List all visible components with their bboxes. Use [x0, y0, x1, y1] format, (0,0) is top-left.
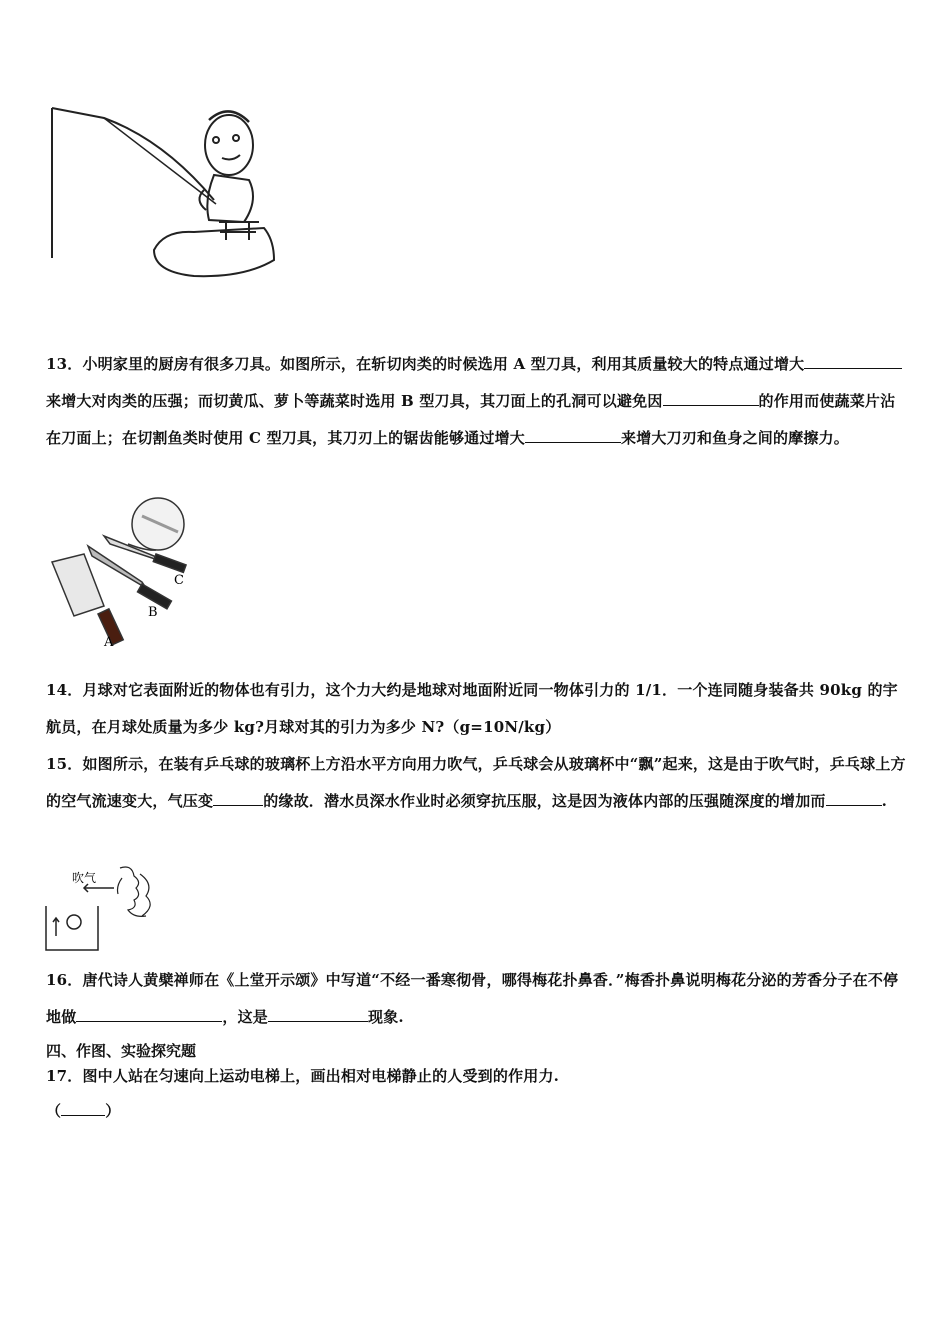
blow-air-figure	[42, 856, 162, 956]
q13-text-1: 13．小明家里的厨房有很多刀具。如图所示，在斩切肉类的时候选用 A 型刀具，利用其质量较大的特点通过增大	[46, 355, 805, 373]
q16-blank-2[interactable]	[268, 1003, 368, 1022]
fishing-figure	[44, 100, 284, 285]
q17-paren-close: ）	[105, 1102, 121, 1120]
q15-text-1: 15．如图所示，在装有乒乓球的玻璃杯上方沿水平方向用力吹气，乒乓球会从玻璃杯中“飘”起来，这是由于吹气时，乒乓球上方的空气流速变大，气压变	[46, 755, 906, 810]
q13-blank-2[interactable]	[663, 387, 759, 406]
fishing-rod	[52, 108, 214, 200]
ping-pong-ball	[67, 915, 81, 929]
label-b: B	[148, 605, 158, 620]
q17-answer-blank[interactable]	[61, 1097, 105, 1116]
stool	[219, 222, 259, 240]
q13-text-2: 来增大对肉类的压强；而切黄瓜、萝卜等蔬菜时选用 B 型刀具，其刀面上的孔洞可以避免因	[46, 392, 663, 410]
q13-text-3: 的作用而使蔬菜片沾在刀面上；在切割鱼类时使用 C 型刀具，其刀刃上的锯齿能够通过增大	[46, 392, 896, 447]
q15-blank-2[interactable]	[826, 787, 882, 806]
knives-figure	[46, 496, 196, 656]
section-4-title: 四、作图、实验探究题	[46, 1042, 197, 1060]
q13-blank-1b[interactable]	[844, 350, 902, 369]
fisher-body	[207, 175, 253, 222]
q16-blank-1[interactable]	[76, 1003, 222, 1022]
knife-a	[52, 554, 104, 616]
question-16	[46, 962, 908, 1036]
q13-text-4: 来增大刀刃和鱼身之间的摩擦力。	[621, 429, 850, 447]
rock	[154, 228, 274, 276]
question-17	[46, 1063, 908, 1124]
q17-paren-open: （	[46, 1102, 62, 1120]
q17-text: 17．图中人站在匀速向上运动电梯上，画出相对电梯静止的人受到的作用力.	[46, 1067, 560, 1085]
q15-blank-1[interactable]	[213, 787, 263, 806]
fisher-head	[205, 115, 253, 175]
q13-blank-3[interactable]	[525, 424, 621, 443]
q16-text-3: 现象.	[368, 1008, 404, 1026]
label-a: A	[104, 635, 114, 650]
q16-text-1: 16．唐代诗人黄檗禅师在《上堂开示颂》中写道“不经一番寒彻骨，哪得梅花扑鼻香．”梅香扑鼻说明梅花分泌的芳香分子在不停地做	[46, 971, 899, 1026]
question-14	[46, 672, 908, 746]
q15-text-2: 的缘故．潜水员深水作业时必须穿抗压服，这是因为液体内部的压强随深度的增加而	[263, 792, 826, 810]
q13-blank-1[interactable]	[804, 350, 844, 369]
blow-label: 吹气	[72, 871, 97, 885]
question-13	[46, 346, 908, 457]
face	[118, 867, 147, 916]
label-c: C	[174, 573, 184, 588]
q15-text-3: .	[881, 792, 888, 810]
q16-text-2: ，这是	[222, 1008, 269, 1026]
q14-text: 14．月球对它表面附近的物体也有引力，这个力大约是地球对地面附近同一物体引力的 1/1．一个连同随身装备共 90kg 的宇航员，在月球处质量为多少 kg?月球对其的引力为多少 N?（g=10N/kg）	[46, 681, 898, 736]
question-15	[46, 746, 908, 820]
